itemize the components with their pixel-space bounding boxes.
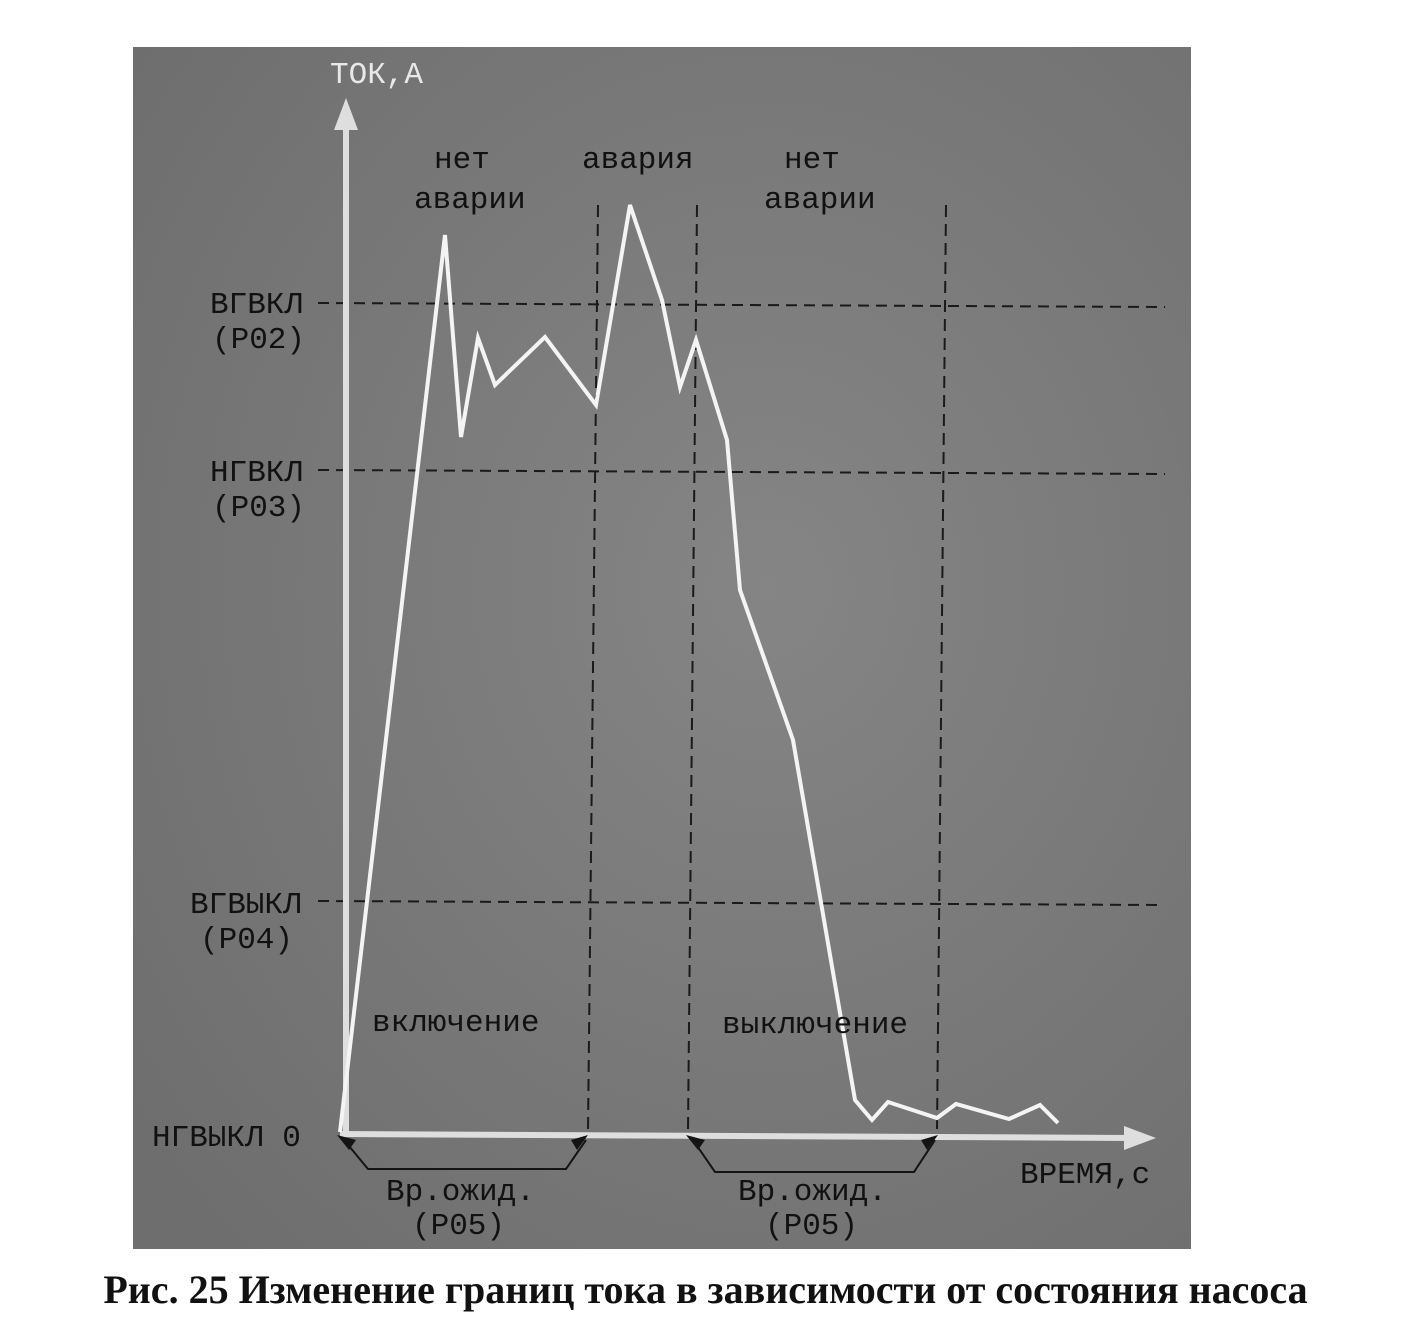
threshold-label-vgvkl: ВГВКЛ: [210, 288, 304, 323]
threshold-label-ngvkl: НГВКЛ: [210, 456, 304, 491]
figure-caption: Рис. 25 Изменение границ тока в зависимости от состояния насоса: [103, 1267, 1308, 1312]
region-label-no-alarm-1-line1: нет: [434, 143, 490, 178]
wait-label-1: Вр.ожид.: [386, 1175, 535, 1210]
wait-param-2: (P05): [765, 1209, 859, 1244]
region-label-no-alarm-2-line2: аварии: [764, 183, 876, 218]
diagram-panel: [133, 47, 1191, 1249]
wait-param-1: (P05): [412, 1209, 506, 1244]
threshold-param-ngvkl: (P03): [212, 491, 306, 526]
x-axis-label: ВРЕМЯ,с: [1020, 1158, 1151, 1193]
region-label-no-alarm-2-line1: нет: [784, 143, 840, 178]
threshold-param-vgvkl: (P02): [212, 323, 306, 358]
region-label-switch-off: выключение: [722, 1008, 909, 1043]
threshold-param-vgvykl: (P04): [200, 923, 294, 958]
threshold-label-vgvykl: ВГВЫКЛ: [190, 888, 302, 923]
y-axis-label: ТОК,А: [330, 58, 424, 93]
wait-label-2: Вр.ожид.: [738, 1175, 887, 1210]
region-label-alarm: авария: [582, 143, 694, 178]
threshold-label-ngvykl: НГВЫКЛ 0: [152, 1121, 301, 1156]
region-label-no-alarm-1-line2: аварии: [414, 183, 526, 218]
x-axis: [340, 1134, 1130, 1138]
region-label-switch-on: включение: [372, 1006, 540, 1041]
